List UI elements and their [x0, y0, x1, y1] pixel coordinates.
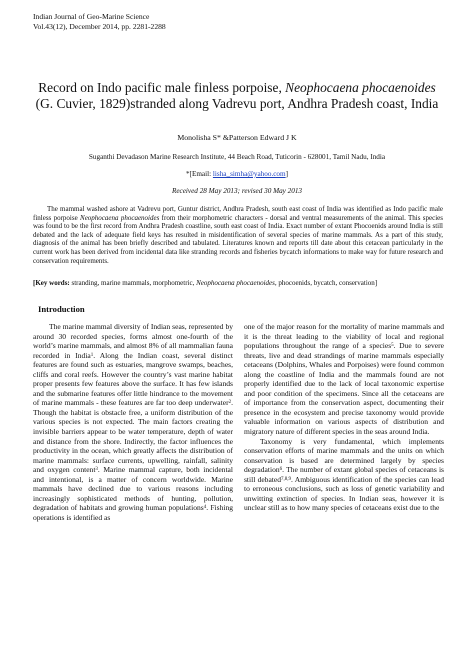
keywords-label: [Key words: — [33, 279, 70, 287]
keywords-species: Neophocaena phocaenoides, — [196, 279, 277, 287]
right-text-4: . The number of extant global species of cetaceans is still debated — [244, 465, 444, 484]
left-text-1: The marine mammal diversity of Indian seas, represented by around 30 recorded species, forms almost one-fourth of the world’s marine mammals, and almost 8% of all mammalian fauna recorded in India — [33, 322, 233, 360]
keywords-text-a: stranding, marine mammals, morphometric, — [69, 279, 197, 287]
email-suffix: ] — [285, 170, 289, 178]
keywords — [33, 279, 443, 288]
keywords-text-c: phocoenids, bycatch, conservation] — [276, 279, 378, 287]
title-part1: Record on Indo pacific male finless porpoise, — [38, 80, 286, 95]
left-text-2: . Along the Indian coast, several distinct features are found such as estuaries, mangrove swamps, beaches, cliffs and coral reefs. However the country’s vast marine habitat proper presents few features above the surface. It has few islands and the submarine features offer little hindrance to the movement of marine mammals - these features are far too deep underwater — [33, 350, 233, 408]
abstract-text-a: The mammal washed ashore at Vadrevu port, Guntur district, Andhra Pradesh, south east coast of India was identified as Indo pacific male finless porpoise — [33, 205, 443, 222]
left-text-5: . Fishing operations is identified as — [33, 503, 234, 522]
citation-1: 1 — [90, 352, 94, 358]
citation-2: 2 — [228, 400, 232, 406]
abstract-species: Neophocaena phocaenoides — [80, 213, 160, 222]
right-text-5: . Ambiguous identification of the species can lead to erroneous conclusions, such as loss of genetic variability and unwitting extinction of species. In Indian seas, however it is unclear still as to how many species of cetaceans exist due to the — [244, 474, 444, 513]
left-column — [33, 322, 233, 522]
right-column — [244, 322, 444, 513]
citation-4: 4 — [203, 505, 207, 511]
journal-name: Indian Journal of Geo-Marine Science — [33, 12, 150, 21]
paper-title — [30, 80, 444, 112]
section-heading-introduction: Introduction — [38, 304, 85, 314]
authors: Monolisha S* &Patterson Edward J K — [177, 133, 297, 142]
affiliation: Suganthi Devadason Marine Research Institute, 44 Beach Road, Tuticorin - 628001, Tamil Nadu, India — [88, 153, 386, 161]
citation-3: 3 — [95, 467, 98, 473]
title-part2: (G. Cuvier, 1829)stranded along Vadrevu port, Andhra Pradesh coast, India — [35, 96, 439, 111]
citation-7-9: 7,8,9 — [281, 476, 292, 482]
right-text-2: . Due to severe threats, live and dead strandings of marine mammals especially cetaceans (Dolphins, Whales and Porpoises) were found common along the coastline of India and the mammals found are not properly identified due to the lack of local taxonomic expertise and poor condition of the specimens. Since all the cetaceans are of importance from the conservation aspect, documenting their presence in the ecosystem and precise taxonomy would provide valuable information on various aspects of distribution and migratory nature of different species in the seas around India. — [244, 341, 444, 437]
right-paragraph-1 — [244, 322, 444, 437]
citation-6: 6 — [279, 467, 283, 473]
right-text-3: Taxonomy is very fundamental, which implements conservation efforts of marine mammals and the units on which conservation is based are determined largely by species degradation — [244, 436, 444, 475]
left-text-4: . Marine mammal capture, both incidental and intentional, is a matter of concern worldwide. Marine mammals have declined due to various reasons including increasingly sophisticated methods of hunting, pollution, degradation of habitats and growing human populations — [33, 465, 233, 513]
left-text-3: . Though the habitat is obstacle free, a uniform distribution of the various species is not expected. The main factors creating the invisible barriers appear to be water temperature, depth of water and distance from the shore. Indirectly, the factor influences the productivity in the ocean, which greatly affects the distribution of marine mammals: surface currents, upwelling, rainfall, salinity and oxygen content — [33, 398, 233, 475]
title-species: Neophocaena phocaenoides — [285, 80, 436, 95]
email-line — [0, 170, 474, 178]
left-paragraph — [33, 322, 233, 522]
received-dates: Received 28 May 2013; revised 30 May 2013 — [171, 187, 303, 195]
abstract — [33, 205, 443, 265]
email-link[interactable]: lisha_simha@yahoo.com — [212, 170, 286, 178]
email-prefix: *[Email: — [185, 170, 213, 178]
citation-5: 5 — [391, 343, 394, 349]
journal-volume: Vol.43(12), December 2014, pp. 2281-2288 — [33, 21, 166, 31]
journal-header — [33, 12, 166, 31]
right-paragraph-2 — [244, 437, 444, 513]
right-text-1: one of the major reason for the mortality of marine mammals and it is the threat leading to the viability of local and regional populations throughout the range of a species — [244, 322, 444, 351]
abstract-text-c: from their morphometric characters - dorsal and ventral measurements of the animal. This species was found to be the first record from Andhra Pradesh coastline, south east coast of India. Exact number of extant Phocoenids around India is still debated and the lack of adequate field keys has resulted in misidentification of several species of marine mammals. As a part of this study, diagnosis of the animal has been briefly described and tabulated. Literatures known and reports till date about this cetacean particularly in the current work has been derived from incidental data like stranding records and fisheries bycatch informations to make way for future research and conservation requirements. — [33, 213, 443, 265]
